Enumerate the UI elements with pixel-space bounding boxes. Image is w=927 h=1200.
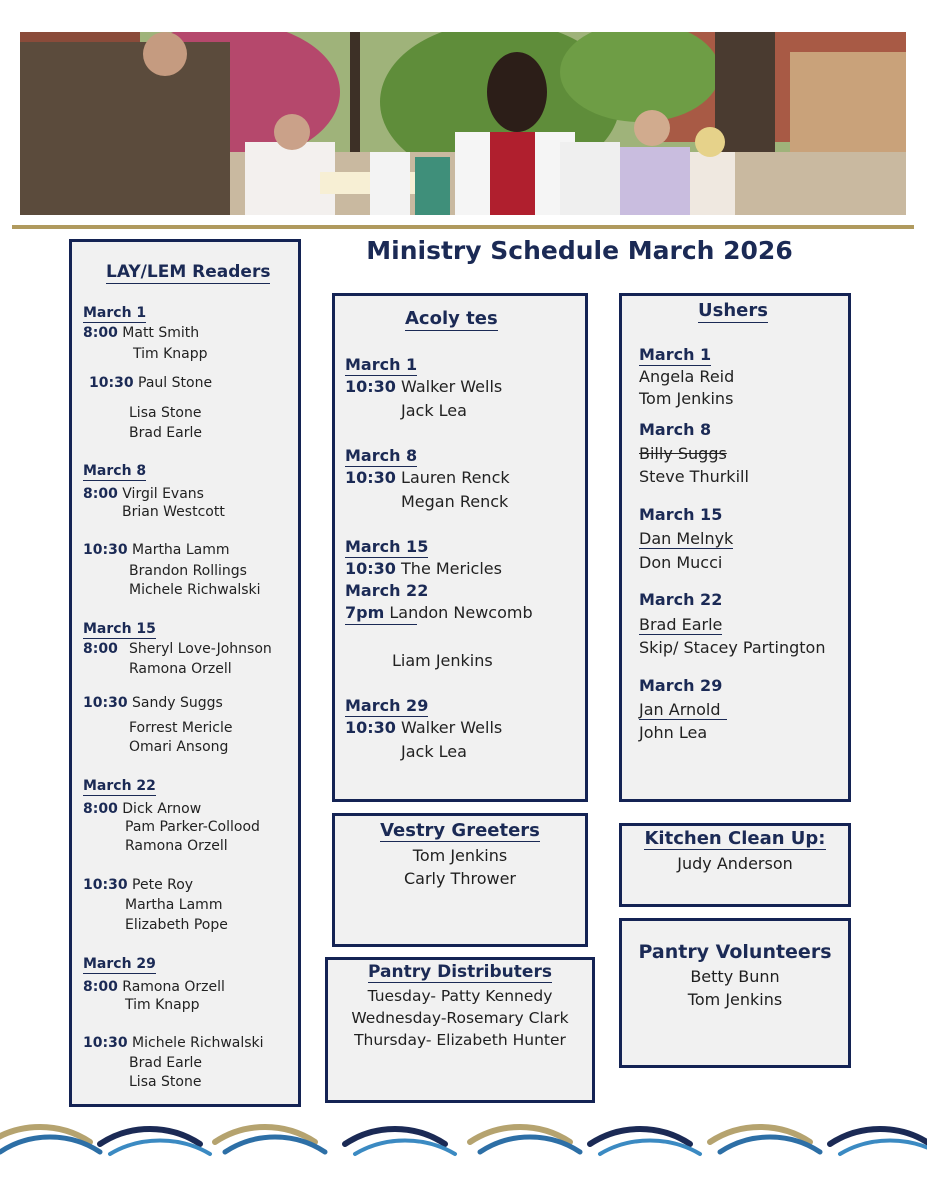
vestry-greeters-panel	[332, 813, 588, 947]
reader-entry: Martha Lamm	[125, 897, 223, 913]
usher-entry: Don Mucci	[639, 553, 723, 572]
usher-entry: Billy Suggs	[639, 444, 727, 463]
pantry-volunteers-content	[622, 941, 848, 1009]
vestry-greeter-name: Tom Jenkins	[412, 846, 508, 865]
acolyte-entry: 10:30 The Mericles	[345, 559, 502, 578]
acolyte-entry: 10:30 Walker Wells	[345, 377, 503, 396]
reader-entry: Tim Knapp	[133, 346, 208, 362]
reader-entry: Ramona Orzell	[125, 838, 228, 854]
acolytes-date-march-15: March 15	[345, 537, 429, 556]
usher-entry: John Lea	[639, 723, 708, 742]
pantry-distributer-line: Wednesday-Rosemary Clark	[351, 1009, 569, 1027]
acolytes-heading: Acoly tes	[405, 308, 498, 329]
acolyte-underline	[345, 624, 417, 625]
reader-entry: 10:30 Sandy Suggs	[83, 695, 223, 711]
pantry-volunteers-heading: Pantry Volunteers	[638, 941, 832, 963]
readers-date-march-29: March 29	[83, 956, 156, 972]
reader-entry: Ramona Orzell	[129, 661, 232, 677]
reader-entry: Forrest Mericle	[129, 720, 233, 736]
acolyte-entry: 7pm Landon Newcomb	[345, 603, 533, 622]
vestry-greeter-name: Carly Thrower	[404, 869, 516, 888]
ushers-date-march-22: March 22	[639, 590, 723, 609]
acolytes-panel	[332, 293, 588, 802]
ushers-date-march-15: March 15	[639, 505, 723, 524]
gold-divider	[12, 225, 914, 229]
reader-entry: 10:30 Paul Stone	[89, 375, 213, 391]
pantry-distributers-heading: Pantry Distributers	[368, 962, 552, 982]
readers-date-march-15: March 15	[83, 621, 156, 637]
reader-entry: 8:00 Virgil Evans	[83, 486, 204, 502]
reader-entry: 8:00	[83, 641, 118, 657]
reader-entry: Lisa Stone	[129, 405, 202, 421]
page-title: Ministry Schedule March 2026	[366, 236, 793, 265]
reader-entry: 10:30 Pete Roy	[83, 877, 194, 893]
reader-entry: Brad Earle	[129, 425, 202, 441]
usher-entry: Dan Melnyk	[639, 529, 734, 548]
reader-entry: Pam Parker-Collood	[125, 819, 260, 835]
acolytes-date-march-8: March 8	[345, 446, 418, 465]
ushers-date-march-1: March 1	[639, 345, 712, 364]
pantry-distributer-line: Tuesday- Patty Kennedy	[367, 987, 553, 1005]
usher-entry: Brad Earle	[639, 615, 723, 634]
reader-entry: 8:00 Dick Arnow	[83, 801, 202, 817]
reader-entry: Elizabeth Pope	[125, 917, 228, 933]
acolyte-entry: Liam Jenkins	[392, 651, 493, 670]
header-photo	[20, 32, 906, 215]
ushers-date-march-8: March 8	[639, 420, 712, 439]
wave-border-decoration	[0, 1112, 927, 1172]
kitchen-cleanup-heading: Kitchen Clean Up:	[644, 828, 826, 849]
kitchen-cleanup-name: Judy Anderson	[677, 854, 793, 873]
vestry-greeters-content	[335, 820, 585, 888]
usher-entry: Skip/ Stacey Partington	[639, 638, 826, 657]
reader-entry: Sheryl Love-Johnson	[129, 641, 272, 657]
pantry-distributers-content	[328, 962, 592, 1049]
pantry-volunteer-name: Tom Jenkins	[687, 990, 783, 1009]
reader-entry: 10:30 Martha Lamm	[83, 542, 230, 558]
reader-entry: Brian Westcott	[122, 504, 225, 520]
outdoor-worship-photo	[20, 32, 906, 215]
readers-heading: LAY/LEM Readers	[106, 262, 271, 282]
usher-entry: Tom Jenkins	[639, 389, 734, 408]
ushers-date-march-29: March 29	[639, 676, 723, 695]
ushers-heading: Ushers	[698, 300, 768, 321]
readers-date-march-1: March 1	[83, 305, 147, 321]
acolyte-entry: Megan Renck	[401, 492, 509, 511]
acolyte-entry: Jack Lea	[401, 742, 467, 761]
reader-entry: Michele Richwalski	[129, 582, 261, 598]
vestry-greeters-heading: Vestry Greeters	[380, 820, 540, 841]
readers-panel	[69, 239, 301, 1107]
reader-entry: Tim Knapp	[125, 997, 200, 1013]
pantry-volunteer-name: Betty Bunn	[690, 967, 780, 986]
ushers-panel	[619, 293, 851, 802]
pantry-volunteers-panel	[619, 918, 851, 1068]
pantry-distributer-line: Thursday- Elizabeth Hunter	[354, 1031, 566, 1049]
acolytes-date-march-22: March 22	[345, 581, 429, 600]
pantry-distributers-panel	[325, 957, 595, 1103]
reader-entry: Omari Ansong	[129, 739, 229, 755]
usher-entry: Angela Reid	[639, 367, 735, 386]
kitchen-cleanup-content	[622, 828, 848, 873]
reader-entry: 10:30 Michele Richwalski	[83, 1035, 264, 1051]
kitchen-cleanup-panel	[619, 823, 851, 907]
acolyte-entry: Jack Lea	[401, 401, 467, 420]
acolyte-entry: 10:30 Lauren Renck	[345, 468, 510, 487]
readers-date-march-8: March 8	[83, 463, 147, 479]
reader-entry: Lisa Stone	[129, 1074, 202, 1090]
acolytes-date-march-29: March 29	[345, 696, 429, 715]
reader-entry: 8:00 Ramona Orzell	[83, 979, 225, 995]
acolyte-entry: 10:30 Walker Wells	[345, 718, 503, 737]
acolytes-date-march-1: March 1	[345, 355, 418, 374]
usher-entry: Jan Arnold	[639, 700, 727, 720]
reader-entry: Brad Earle	[129, 1055, 202, 1071]
usher-entry: Steve Thurkill	[639, 467, 749, 486]
reader-entry: 8:00 Matt Smith	[83, 325, 200, 341]
reader-entry: Brandon Rollings	[129, 563, 247, 579]
readers-date-march-22: March 22	[83, 778, 156, 794]
